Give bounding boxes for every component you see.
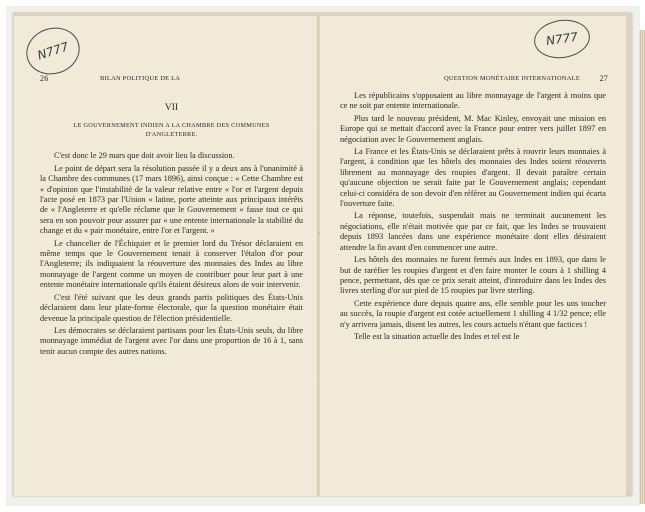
paragraph: Telle est la situation actuelle des Indes et tel est le: [354, 331, 520, 341]
chapter-title-line1: LE GOUVERNEMENT INDIEN A LA CHAMBRE DES COMMUNES: [73, 122, 270, 130]
stamp-left-text: N777: [35, 39, 71, 63]
paragraph: Les hôtels des monnaies ne furent fermés aux Indes en 1893, que dans le but de raréfier les roupies d'argent et d'en faire monter le cours à 1 shilling 4 pence, permettant, dès que ce prix serait atteint, d'introduire dans les Indes des livres sterling d'or sur pied de 15 roupies par livre sterling.: [340, 255, 606, 296]
stamp-right-text: N777: [545, 29, 579, 49]
paragraph: C'est donc le 29 mars que doit avoir lieu la discussion.: [54, 151, 235, 161]
left-running-head: BILAN POLITIQUE DE LA: [100, 75, 181, 82]
left-page: [14, 16, 317, 496]
paragraph: Cette expérience dure depuis quatre ans, elle semble pour les uns toucher au succès, la roupie d'argent est cotée actuellement 1 shilling 4 1/32 pence; elle n'y arrivera jamais, disent les autres, les cours actuels n'étant que factices !: [340, 298, 606, 329]
paragraph: Le point de départ sera la résolution passée il y a deux ans à l'unanimité à la Chambre des communes (17 mars 1896), ainsi conçue : « Cette Chambre est « d'opinion que l'instabilité de la valeur relative entre « l'or et l'argent depuis l'acte posé en 1873 par l'Union « latine, porte atteinte aux principaux intérêts de « l'Angleterre et qu'elle réclame que le Gouvernement « fasse tout ce qui sera en son pouvoir pour assurer par « une entente internationale la stabilité du change et du « pair monétaire, entre l'or et l'argent. »: [40, 163, 303, 236]
paragraph: La réponse, toutefois, suspendait mais ne terminait aucunement les négociations, elle n'était motivée que par ce fait, que les Indes se trouvaient depuis 1893 lancées dans une expérience monétaire dont elles désiraient attendre la fin avant d'en commencer une autre.: [340, 211, 606, 252]
page-edges: [639, 30, 645, 504]
right-page: [320, 16, 626, 496]
chapter-title: [40, 121, 303, 139]
right-running-head: QUESTION MONÉTAIRE INTERNATIONALE: [443, 75, 580, 82]
right-page-body: [340, 91, 606, 344]
left-page-body: [40, 103, 303, 359]
paragraph: C'est l'été suivant que les deux grands partis politiques des États-Unis déclaraient dans leur plate-forme électorale, que la question monétaire était devenue la principale question de l'élection présidentielle.: [40, 292, 303, 323]
paragraph: Plus tard le nouveau président, M. Mac Kinley, envoyait une mission en Europe qui se mettait d'accord avec la France pour entrer vers juillet 1897 en négociation avec le Gouvernement anglais.: [340, 113, 606, 144]
left-page-number: 26: [40, 74, 49, 83]
paragraph: Les républicains s'opposaient au libre monnayage de l'argent à moins que ce ne soit par entente internationale.: [340, 91, 606, 111]
paragraph: Le chancelier de l'Échiquier et le premier lord du Trésor déclaraient en même temps que le Gouvernement tenait à conserver l'étalon d'or pour l'Angleterre; ils indiquaient la réouverture des monnaies des Indes au libre monnayage de l'argent comme un moyen de contribuer pour leur part à une entente monétaire internationale qu'ils étaient désireux alors de voir intervenir.: [40, 238, 303, 290]
right-page-number: 27: [599, 74, 608, 83]
paragraph: Les démocrates se déclaraient partisans pour les États-Unis seuls, du libre monnayage immédiat de l'argent avec l'or dans une proportion de 16 à 1, sans tenir aucun compte des autres nations.: [40, 325, 303, 356]
right-page-header: [340, 75, 608, 85]
chapter-title-line2: D'ANGLETERRE.: [145, 131, 198, 139]
left-page-header: [40, 75, 303, 85]
paragraph: La France et les États-Unis se déclaraient prêts à rouvrir leurs monnaies à l'argent, à condition que les hôtels des monnaies des Indes soient réouverts librement au monnayage des roupies d'argent. Il devait paraître certain qu'aucune objection ne serait faite par le Gouvernement anglais; cependant celui-ci considéra de son devoir d'en référer au Gouvernement indien qui écarta l'ouverture faite.: [340, 147, 606, 209]
chapter-number: VII: [164, 103, 179, 113]
